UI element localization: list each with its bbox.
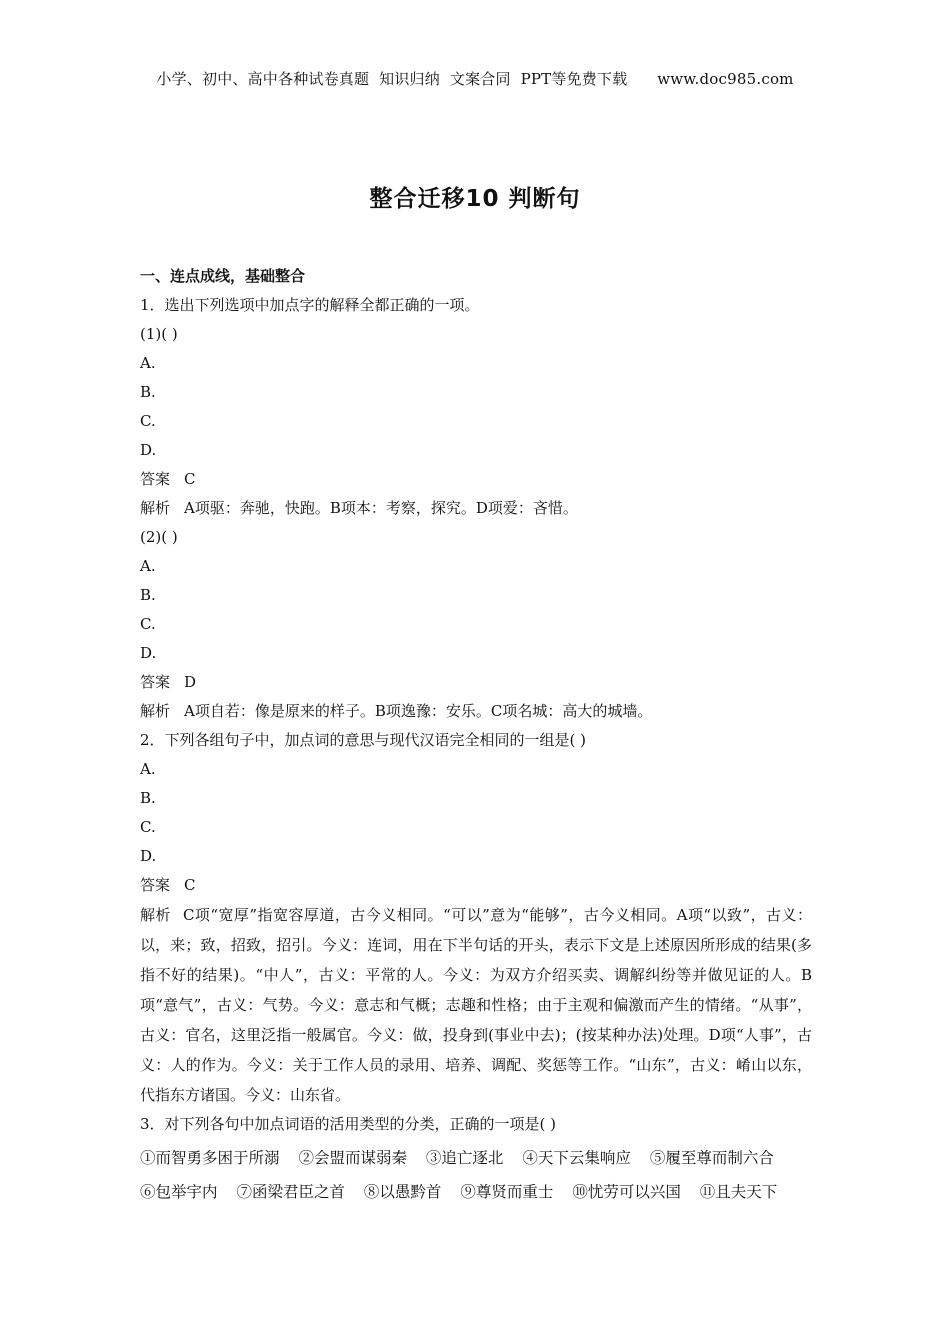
page-title: 整合迁移10 判断句 — [369, 186, 581, 212]
answer-label: 答案 — [140, 673, 171, 691]
answer-value: D — [184, 673, 197, 691]
analysis-paragraph — [140, 900, 812, 1110]
option-c: C. — [140, 615, 156, 633]
analysis-line — [140, 697, 812, 726]
answer-line — [140, 871, 812, 900]
analysis-text: C项“宽厚”指宽容厚道，古今义相同。“可以”意为“能够”，古今义相同。A项“以致”，古义：以，来；致，招致，招引。今义：连词，用在下半句话的开头，表示下文是上述原因所形成的结果(多指不好的结果)。“中人”，古义：平常的人。今义：为双方介绍买卖、调解纠纷等并做见证的人。B项“意气”，古义：气势。今义：意志和气概；志趣和性格；由于主观和偏激而产生的情绪。“从事”，古义：官名，这里泛指一般属官。今义：做，投身到(事业中去)；(按某种办法)处理。D项“人事”，古义：人的作为。今义：关于工作人员的录用、培养、调配、奖惩等工作。“山东”，古义：崤山以东，代指东方诸国。今义：山东省。 — [140, 906, 812, 1104]
option-a: A. — [140, 354, 156, 372]
question-3-stem: 3．对下列各句中加点词语的活用类型的分类，正确的一项是( ) — [140, 1115, 557, 1133]
content — [140, 262, 812, 1209]
option-d: D. — [140, 847, 157, 865]
q1-sub2-label: (2)( ) — [140, 528, 178, 546]
answer-value: C — [184, 876, 196, 894]
sentence-item: ⑤履至尊而制六合 — [649, 1149, 774, 1167]
analysis-label: 解析 — [140, 906, 171, 924]
analysis-text: A项自若：像是原来的样子。B项逸豫：安乐。C项名城：高大的城墙。 — [184, 702, 653, 720]
option-a: A. — [140, 557, 156, 575]
answer-value: C — [184, 470, 196, 488]
analysis-label: 解析 — [140, 499, 171, 517]
q1-sub1-label: (1)( ) — [140, 325, 178, 343]
option-b: B. — [140, 383, 156, 401]
option-b: B. — [140, 586, 156, 604]
sentence-item: ⑩忧劳可以兴国 — [572, 1183, 681, 1201]
question-2-stem: 2．下列各组句子中，加点词的意思与现代汉语完全相同的一组是( ) — [140, 731, 587, 749]
option-c: C. — [140, 412, 156, 430]
sentence-item: ⑨尊贤而重士 — [460, 1183, 554, 1201]
page-header: 小学、初中、高中各种试卷真题 知识归纳 文案合同 PPT等免费下载 www.doc985.com — [156, 70, 794, 88]
option-d: D. — [140, 644, 157, 662]
analysis-text: A项驱：奔驰，快跑。B项本：考察，探究。D项爱：吝惜。 — [184, 499, 578, 517]
answer-line — [140, 668, 812, 697]
sentence-item: ②会盟而谋弱秦 — [298, 1149, 407, 1167]
sentence-item: ⑪且夫天下 — [699, 1183, 778, 1201]
option-d: D. — [140, 441, 157, 459]
analysis-line — [140, 494, 812, 523]
sentence-item: ⑦函梁君臣之首 — [236, 1183, 345, 1201]
question-1-stem: 1．选出下列选项中加点字的解释全都正确的一项。 — [140, 296, 480, 314]
answer-label: 答案 — [140, 876, 171, 894]
analysis-label: 解析 — [140, 702, 171, 720]
sentence-item: ⑧以愚黔首 — [363, 1183, 442, 1201]
sentence-item: ③追亡逐北 — [425, 1149, 504, 1167]
option-b: B. — [140, 789, 156, 807]
sentence-item: ⑥包举宇内 — [140, 1183, 218, 1201]
sentence-bank — [140, 1141, 812, 1209]
answer-line — [140, 465, 812, 494]
sentence-item: ④天下云集响应 — [522, 1149, 631, 1167]
sentence-item: ①而智勇多困于所溺 — [140, 1149, 280, 1167]
answer-label: 答案 — [140, 470, 171, 488]
section-heading: 一、连点成线，基础整合 — [140, 267, 306, 285]
option-c: C. — [140, 818, 156, 836]
option-a: A. — [140, 760, 156, 778]
